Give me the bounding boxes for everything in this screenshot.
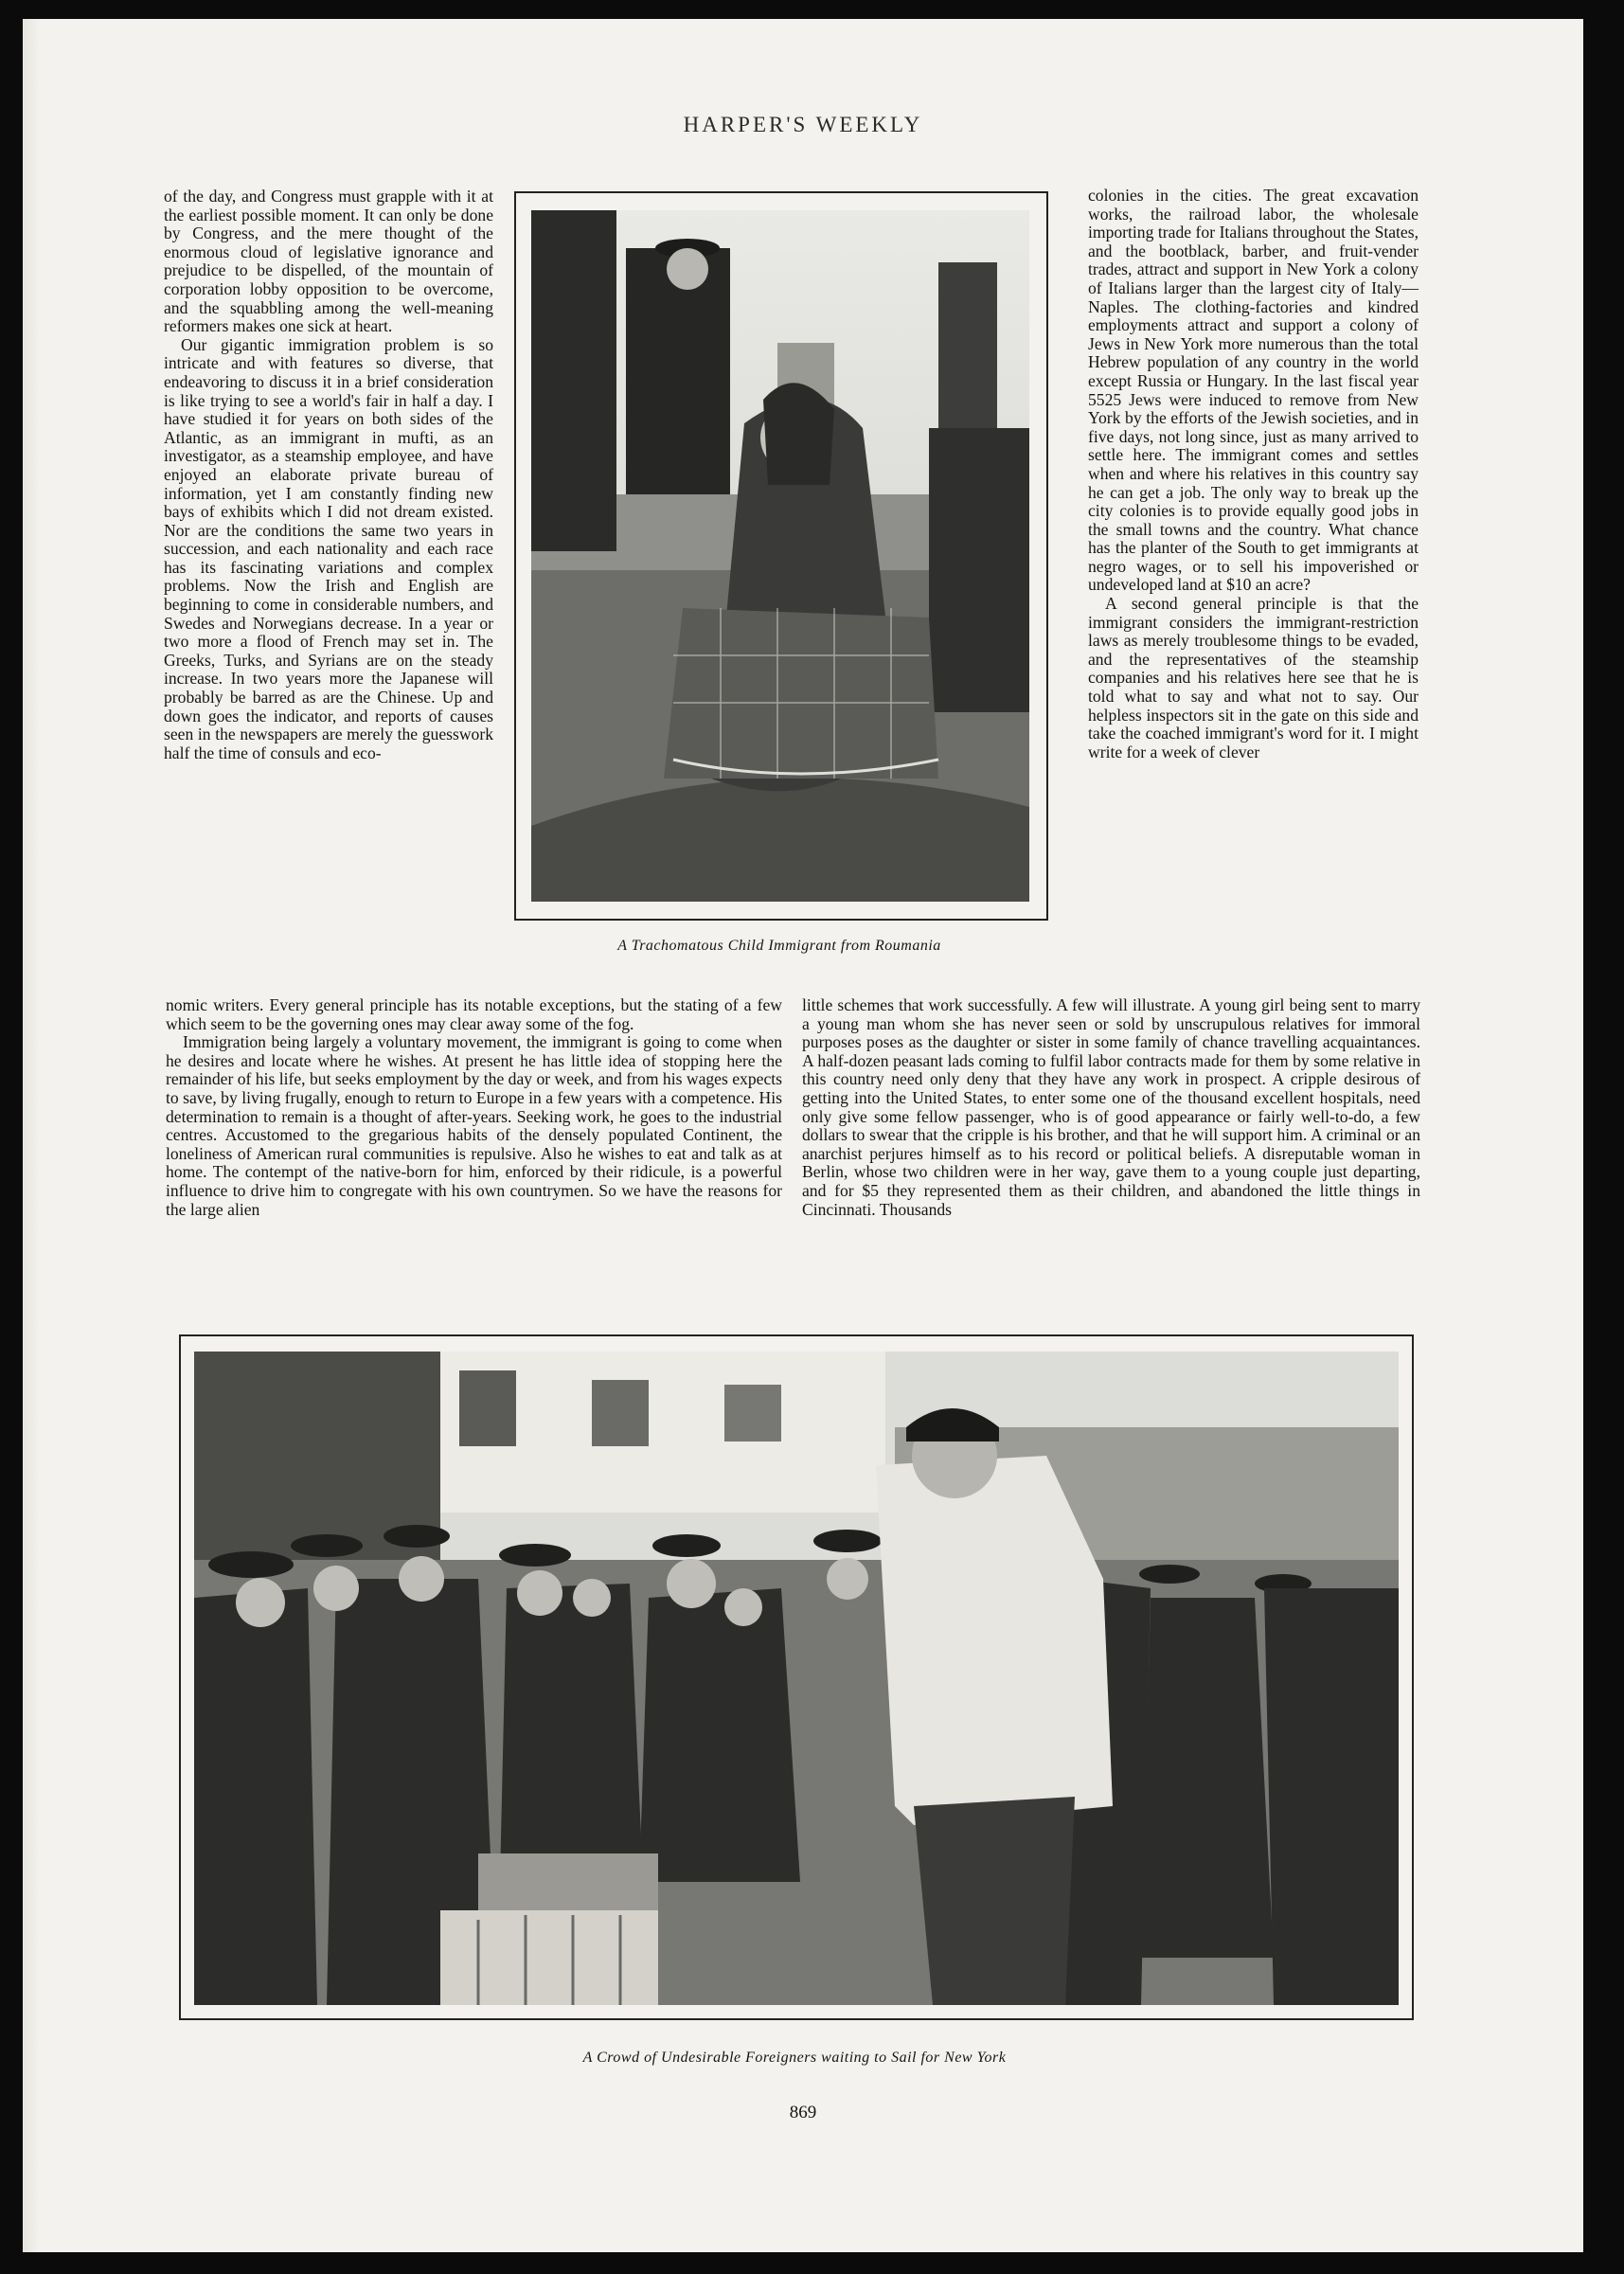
column-left <box>164 188 493 762</box>
paragraph: nomic writers. Every general principle has its notable exceptions, but the stating of a few which seem to be the governing ones may clear away some of the fog. <box>166 995 782 1033</box>
paragraph: Our gigantic immigration problem is so intricate and with features so diverse, that endeavoring to discuss it in a brief consideration is like trying to see a world's fair in half a day. I have studied it for years on both sides of the Atlantic, as an immigrant in mufti, as an investigator, as a steamship employee, and have enjoyed an elaborate private bureau of information, yet I am constantly finding new bays of exhibits which I did not dream existed. Nor are the conditions the same two years in succession, and each nationality and each race has its fascinating variations and complex problems. Now the Irish and English are beginning to come in considerable numbers, and Swedes and Norwegians decrease. In a year or two more a flood of French may set in. The Greeks, Turks, and Syrians are on the steady increase. In two years more the Japanese will probably be barred as are the Chinese. Up and down goes the indicator, and reports of causes seen in the newspapers are merely the guesswork half the time of consuls and eco- <box>164 334 493 762</box>
photo-crowd-foreigners-image <box>194 1352 1399 2005</box>
paragraph: Immigration being largely a voluntary movement, the immigrant is going to come when he desires and locate where he wishes. At present he has little idea of stopping here the remainder of his life, but seeks employment by the day or week, and from his wages expects to save, by living frugally, enough to return to Europe in a few years with a competence. His determination to remain is a thought of after-years. Seeking work, he goes to the industrial centres. Accustomed to the gregarious habits of the densely populated Continent, the loneliness of American rural communities is repulsive. Also he wishes to eat and talk as at home. The contempt of the native-born for him, enforced by their ridicule, is a powerful influence to drive him to congregate with his own countrymen. So we have the reasons for the large alien <box>166 1032 782 1219</box>
photo-trachomatous-child-image <box>531 210 1029 902</box>
crowd-photo-illustration <box>194 1352 1399 2005</box>
page-number: 869 <box>789 2103 817 2122</box>
text-left-flow <box>166 996 782 1219</box>
magazine-page <box>23 19 1583 2252</box>
paragraph: A second general principle is that the immigrant considers the immigrant-restriction laws as merely troublesome things to be evaded, and the representatives of the steamship companies and his relatives here see that he is told what to say and what not to say. Our helpless inspectors sit in the gate on this side and take the coached immigrant's word for it. I might write for a week of clever <box>1088 594 1419 761</box>
page-edge-shadow <box>23 19 40 2252</box>
child-photo-illustration <box>531 210 1029 902</box>
paragraph: colonies in the cities. The great excavation works, the railroad labor, the wholesale importing trade for Italians throughout the States, and the bootblack, barber, and fruit-vender trades, attract and support in New York a colony of Italians larger than the largest city of Italy—Naples. The clothing-factories and kindred employments attract and support a colony of Jews in New York more numerous than the total Hebrew population of any country in the world except Russia or Hungary. In the last fiscal year 5525 Jews were induced to remove from New York by the efforts of the Jewish societies, and in five days, not long since, just as many arrived to settle here. The immigrant comes and settles when and where his relatives in this country say he can get a job. The only way to break up the city colonies is to provide equally good jobs in the small towns and the country. What chance has the planter of the South to get immigrants at negro wages, or to sell his impoverished or undeveloped land at $10 an acre? <box>1088 186 1419 595</box>
text-right-flow <box>802 996 1420 1219</box>
caption-bottom-photo: A Crowd of Undesirable Foreigners waiting to Sail for New York <box>582 2050 1007 2066</box>
paragraph: little schemes that work successfully. A few will illustrate. A young girl being sent to marry a young man whom she has never seen or sold by unscrupulous relatives for immoral purposes poses as the daughter or sister in some family of chance travelling acquaintances. A half-dozen peasant lads coming to fulfil labor contracts made for them by some relative in this country need only deny that they have any work in prospect. A cripple desirous of getting into the United States, to enter some one of the thousand excellent hospitals, need only give some fellow passenger, who is of good appearance or fairly well-to-do, a few dollars to swear that the cripple is his brother, and that he will support him. A criminal or an anarchist perjures himself as to his record or political beliefs. A disreputable woman in Berlin, whose two children were in her way, gave them to a young couple just departing, and for $5 they represented them as their children, and abandoned the little things in Cincinnati. Thousands <box>802 995 1420 1219</box>
column-right <box>1088 187 1419 761</box>
photo-crowd-foreigners <box>179 1334 1414 2020</box>
caption-top-photo: A Trachomatous Child Immigrant from Roumania <box>617 938 941 954</box>
photo-trachomatous-child <box>514 191 1048 921</box>
paragraph: of the day, and Congress must grapple with it at the earliest possible moment. It can only be done by Congress, and the mere thought of the enormous cloud of legislative ignorance and prejudice to be dispelled, of the mountain of corporation lobby opposition to be overcome, and the squabbling among the well-meaning reformers makes one sick at heart. <box>164 187 493 336</box>
masthead: HARPER'S WEEKLY <box>683 113 923 136</box>
